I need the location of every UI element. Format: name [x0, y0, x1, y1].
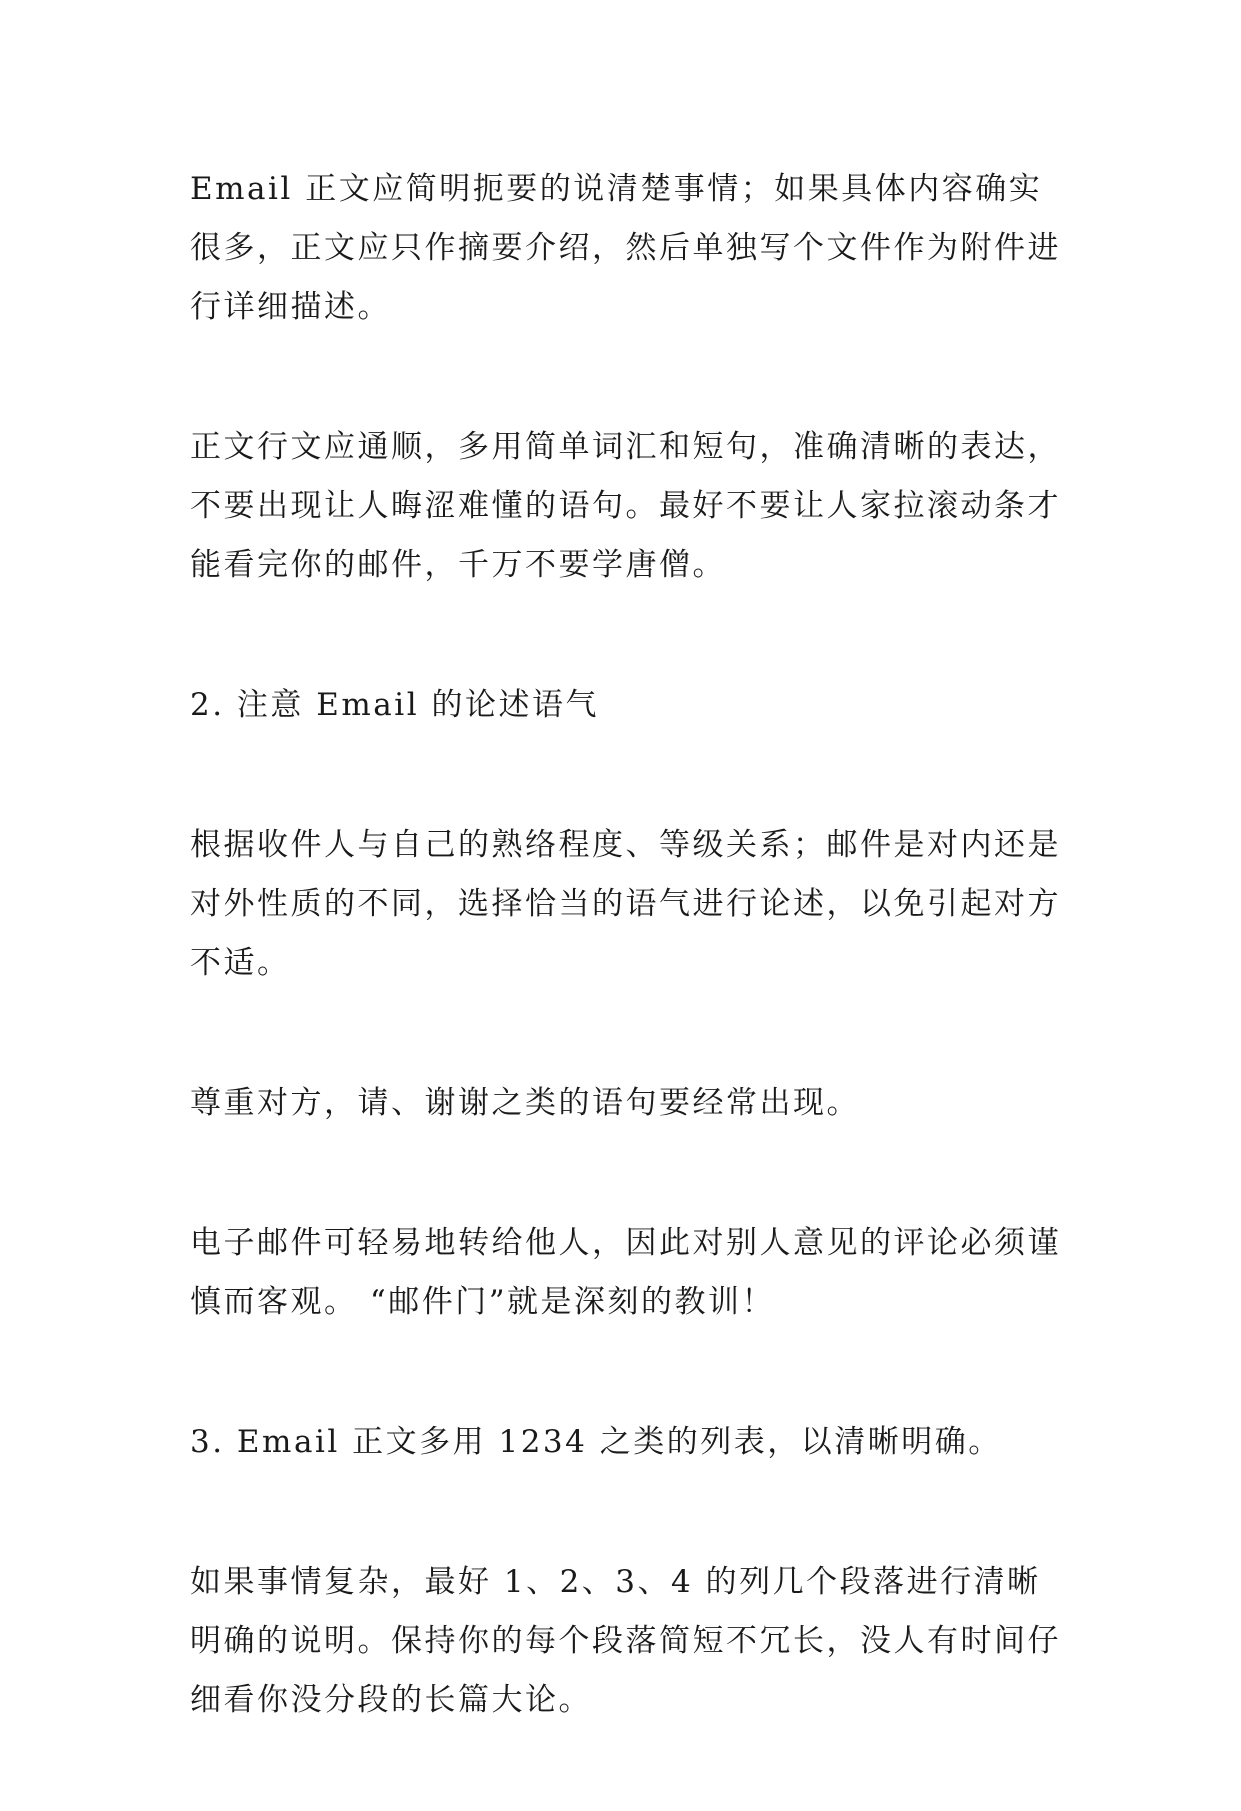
paragraph-email-body-concise: Email 正文应简明扼要的说清楚事情；如果具体内容确实很多，正文应只作摘要介绍，然后单独写个文件作为附件进行详细描述。	[190, 171, 1061, 325]
section-heading-lists: 3. Email 正文多用 1234 之类的列表，以清晰明确。	[190, 1424, 1002, 1460]
section-heading-tone: 2. 注意 Email 的论述语气	[190, 687, 599, 723]
document-body	[190, 160, 1070, 1811]
paragraph-fluent-writing: 正文行文应通顺，多用简单词汇和短句，准确清晰的表达，不要出现让人晦涩难懂的语句。最好不要让人家拉滚动条才能看完你的邮件，千万不要学唐僧。	[190, 429, 1061, 583]
paragraph-numbered-sections: 如果事情复杂，最好 1、2、3、4 的列几个段落进行清晰明确的说明。保持你的每个段落简短不冗长，没人有时间仔细看你没分段的长篇大论。	[190, 1564, 1061, 1718]
paragraph-forwarding-caution: 电子邮件可轻易地转给他人，因此对别人意见的评论必须谨慎而客观。 “邮件门”就是深刻的教训！	[190, 1225, 1061, 1320]
paragraph-respect: 尊重对方，请、谢谢之类的语句要经常出现。	[190, 1085, 860, 1121]
paragraph-tone-relationship: 根据收件人与自己的熟络程度、等级关系；邮件是对内还是对外性质的不同，选择恰当的语气进行论述，以免引起对方不适。	[190, 827, 1061, 981]
